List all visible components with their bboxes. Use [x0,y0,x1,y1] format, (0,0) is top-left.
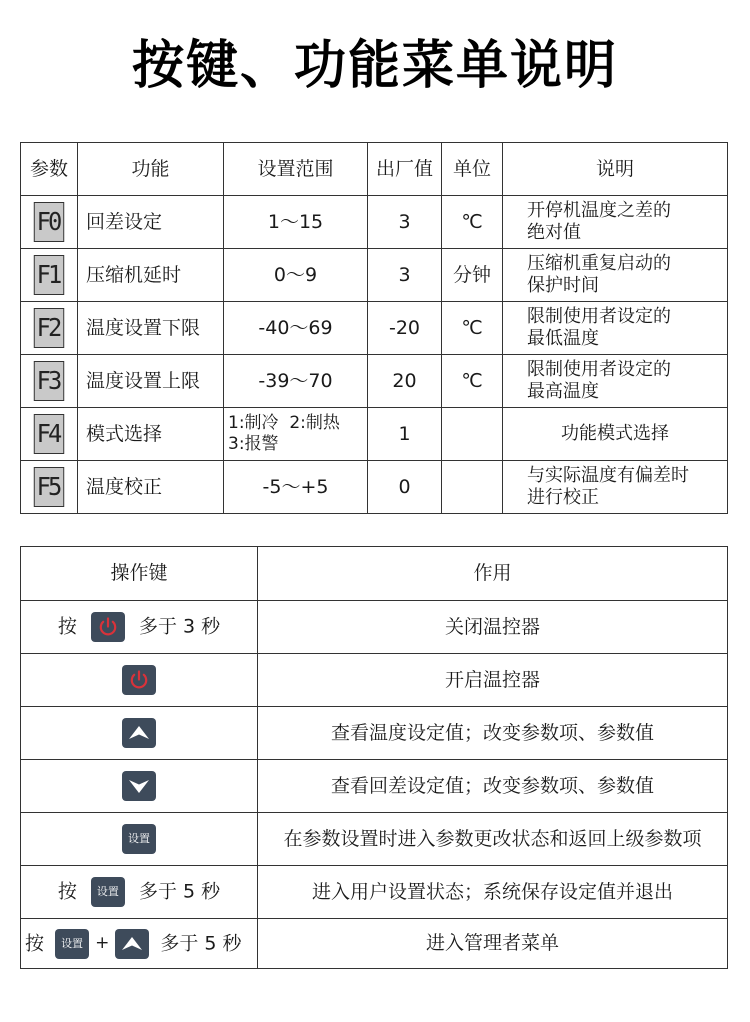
header-key: 操作键 [21,547,258,601]
default-cell: 20 [368,355,442,408]
lcd-code-icon: F5 [34,467,64,507]
table-row [21,866,728,919]
table-row [21,760,728,813]
table-row [21,408,728,461]
set-button[interactable] [55,929,89,959]
lcd-code-icon: F3 [34,361,64,401]
key-cell [21,813,258,866]
range-line: 3:报警 [228,434,279,454]
description-cell [503,249,728,302]
key-cell [21,601,258,654]
header-description: 说明 [503,143,728,196]
description-line: 压缩机重复启动的 [527,253,671,274]
description-cell [503,355,728,408]
range-line: 1:制冷 2:制热 [228,413,340,433]
unit-cell: 分钟 [442,249,503,302]
header-param: 参数 [21,143,78,196]
action-cell: 进入管理者菜单 [258,919,728,969]
chevron-up-icon [115,929,149,959]
function-cell: 温度设置上限 [78,355,224,408]
description-line: 最高温度 [527,381,599,402]
description-cell [503,461,728,514]
range-cell: 1～15 [224,196,368,249]
unit-cell [442,408,503,461]
action-cell: 查看温度设定值；改变参数项、参数值 [258,707,728,760]
description-cell: 功能模式选择 [503,408,728,461]
range-cell [224,408,368,461]
press-label: 按 [57,880,77,903]
action-cell: 在参数设置时进入参数更改状态和返回上级参数项 [258,813,728,866]
key-cell [21,654,258,707]
default-cell: 0 [368,461,442,514]
unit-cell [442,461,503,514]
header-default: 出厂值 [368,143,442,196]
action-cell: 查看回差设定值；改变参数项、参数值 [258,760,728,813]
set-button[interactable] [91,877,125,907]
duration-label: 多于 5 秒 [160,932,242,954]
set-button-label: 设置 [96,885,119,898]
header-unit: 单位 [442,143,503,196]
action-cell: 关闭温控器 [258,601,728,654]
set-button-label: 设置 [128,832,150,845]
press-label: 按 [25,932,45,954]
chevron-down-icon [122,771,156,801]
up-button[interactable] [115,929,149,959]
description-line: 绝对值 [527,222,581,243]
power-icon [91,612,125,642]
set-button[interactable] [122,824,156,854]
key-cell [21,760,258,813]
parameter-table-header [21,143,728,196]
press-label: 按 [57,615,77,638]
power-icon [122,665,156,695]
function-cell: 温度校正 [78,461,224,514]
lcd-code-icon: F4 [34,414,64,454]
table-row [21,707,728,760]
function-cell: 模式选择 [78,408,224,461]
range-cell: 0～9 [224,249,368,302]
down-button[interactable] [122,771,156,801]
table-row [21,919,728,969]
range-cell: -40～69 [224,302,368,355]
lcd-code-icon: F0 [34,202,64,242]
duration-label: 多于 5 秒 [138,880,221,903]
key-cell [21,707,258,760]
action-cell: 进入用户设置状态；系统保存设定值并退出 [258,866,728,919]
chevron-up-icon [122,718,156,748]
description-line: 与实际温度有偏差时 [527,465,689,486]
duration-label: 多于 3 秒 [138,615,221,638]
description-cell [503,302,728,355]
table-row [21,302,728,355]
table-row [21,601,728,654]
up-button[interactable] [122,718,156,748]
description-line: 进行校正 [527,487,599,508]
table-row [21,196,728,249]
range-cell: -39～70 [224,355,368,408]
unit-cell: ℃ [442,355,503,408]
power-button[interactable] [122,665,156,695]
lcd-code-icon: F1 [34,255,64,295]
table-row [21,461,728,514]
table-row [21,249,728,302]
description-cell [503,196,728,249]
unit-cell: ℃ [442,196,503,249]
header-function: 功能 [78,143,224,196]
function-cell: 回差设定 [78,196,224,249]
unit-cell: ℃ [442,302,503,355]
key-cell [21,919,258,969]
default-cell: 3 [368,249,442,302]
power-button[interactable] [91,612,125,642]
description-line: 开停机温度之差的 [527,200,671,221]
page-title: 按键、功能菜单说明 [131,36,618,96]
action-cell: 开启温控器 [258,654,728,707]
range-cell: -5～+5 [224,461,368,514]
table-row [21,813,728,866]
set-button-label: 设置 [61,936,84,950]
default-cell: 3 [368,196,442,249]
default-cell: 1 [368,408,442,461]
function-cell: 温度设置下限 [78,302,224,355]
keys-table [20,546,728,969]
function-cell: 压缩机延时 [78,249,224,302]
description-line: 最低温度 [527,328,599,349]
parameter-table [20,142,728,514]
keys-table-header [21,547,728,601]
default-cell: -20 [368,302,442,355]
description-line: 限制使用者设定的 [527,359,671,380]
lcd-code-icon: F2 [34,308,64,348]
description-line: 限制使用者设定的 [527,306,671,327]
header-range: 设置范围 [224,143,368,196]
plus-sign: + [95,933,110,953]
description-line: 保护时间 [527,275,599,296]
key-cell [21,866,258,919]
table-row [21,654,728,707]
header-action: 作用 [258,547,728,601]
table-row [21,355,728,408]
